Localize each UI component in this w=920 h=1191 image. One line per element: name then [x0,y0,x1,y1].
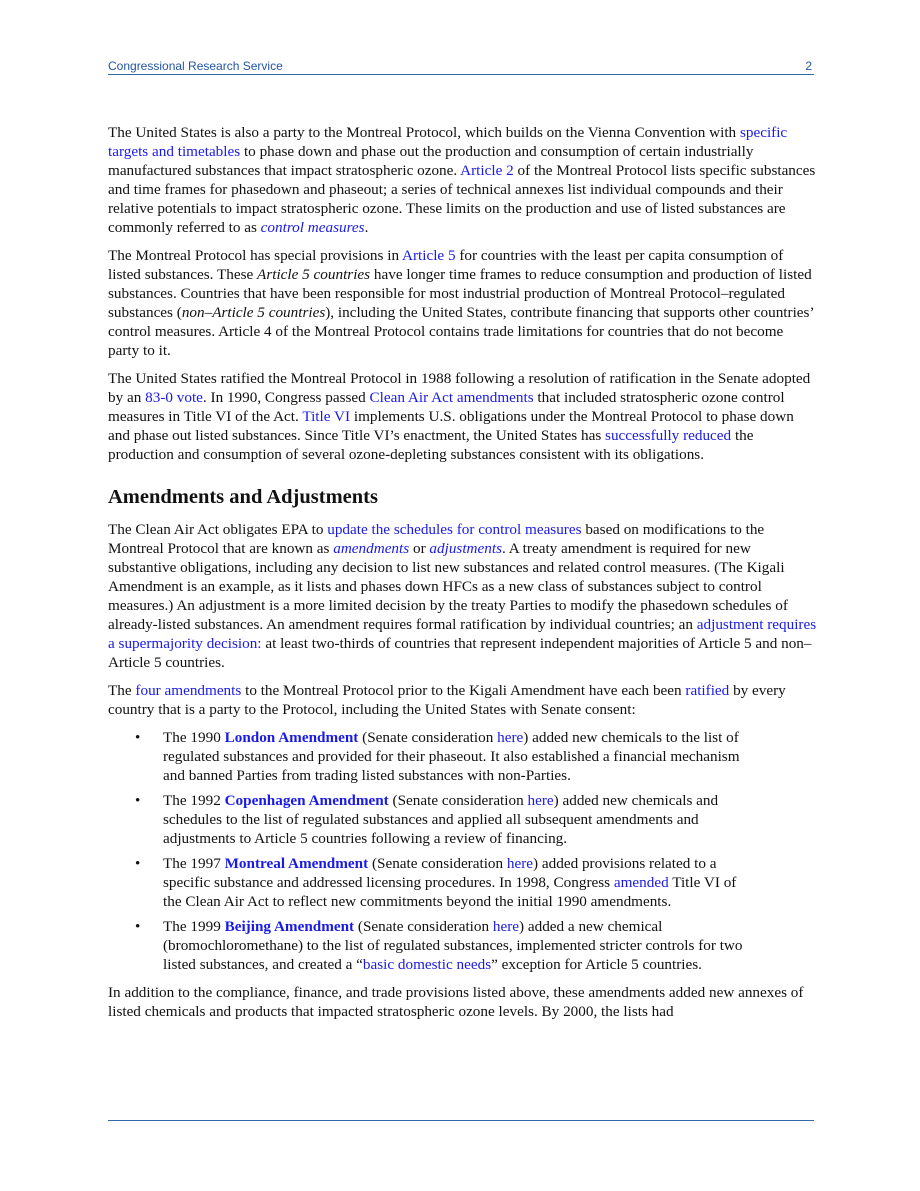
link-control-measures-text: control measures [260,219,365,236]
text-run: to phase down and phase out the production and consumption of certain industrially manufactured substances that impact stratospheric ozone. [108,143,754,179]
text-run: (Senate consideration [358,729,498,746]
text-run: ) added provisions related to a specific substance and addressed licensing procedures. In 1998, Congress [163,855,717,891]
text-run: ) added new chemicals to the list of regulated substances and provided for their phaseout. It also established a financial mechanism and banned Parties from trading listed substances with non-Parties. [163,729,740,784]
term-article-5-countries: Article 5 countries [257,266,371,283]
paragraph-montreal-protocol [108,123,818,237]
text-run: (Senate consideration [368,855,507,872]
link-amended[interactable]: amended [613,874,669,891]
link-targets-timetables[interactable]: specific targets and timetables [108,124,788,160]
link-update-schedules[interactable]: update the schedules for control measures [327,521,582,538]
link-basic-domestic-needs[interactable]: basic domestic needs [362,956,492,973]
text-run: The [108,682,136,699]
text-run: by every country that is a party to the Protocol, including the United States with Senate consent: [108,682,786,718]
paragraph-article-5 [108,246,818,360]
link-article-5[interactable]: Article 5 [402,247,456,264]
text-run: The Clean Air Act obligates EPA to [108,521,328,538]
term-non-article-5-countries: non–Article 5 countries [181,304,326,321]
text-run: . [364,219,369,236]
bullet-icon: • [135,729,141,746]
link-four-amendments[interactable]: four amendments [135,682,242,699]
amendments-list [108,728,818,974]
paragraph-additional-annexes: In addition to the compliance, finance, and trade provisions listed above, these amendments added new annexes of listed chemicals and products that impacted stratospheric ozone levels. By 2000, the lists had [108,984,804,1020]
text-run: The 1990 [163,729,225,746]
link-control-measures[interactable] [261,219,365,236]
link-clean-air-act-amendments[interactable]: Clean Air Act amendments [369,389,534,406]
text-run: (Senate consideration [388,792,528,809]
link-ratified[interactable]: ratified [685,682,730,699]
text-run: have longer time frames to reduce consumption and production of listed substances. Countries that have been responsible for most industrial production of Montreal Protocol–regulated substances ( [108,266,812,321]
list-item-london [108,728,758,785]
text-run: Title VI of the Clean Air Act to reflect new commitments beyond the initial 1990 amendments. [163,874,737,910]
paragraph-amendments-adjustments [108,520,818,672]
text-run: The 1997 [163,855,225,872]
text-run: . In 1990, Congress passed [202,389,370,406]
text-run: The Montreal Protocol has special provisions in [108,247,402,264]
text-run: at least two-thirds of countries that represent independent majorities of Article 5 and non–Article 5 countries. [108,635,812,671]
section-heading: Amendments and Adjustments [108,486,378,508]
text-run: ), including the United States, contribute financing that supports other countries’ control measures. Article 4 of the Montreal Protocol contains trade limitations for countries that do not become party to it. [108,304,814,359]
text-run: The 1992 [163,792,225,809]
link-here-copenhagen[interactable]: here [527,792,554,809]
link-amendments[interactable] [333,540,409,557]
bullet-icon: • [135,855,141,872]
link-montreal-amendment[interactable]: Montreal Amendment [224,855,369,872]
link-copenhagen-amendment[interactable]: Copenhagen Amendment [224,792,389,809]
link-successfully-reduced[interactable]: successfully reduced [605,427,732,444]
text-run: based on modifications to the Montreal Protocol that are known as [108,521,765,557]
link-83-0-vote[interactable]: 83-0 vote [145,389,203,406]
footer-rule [108,1120,814,1121]
paragraph-us-ratification [108,369,818,464]
link-here-beijing[interactable]: here [492,918,520,935]
bullet-icon: • [135,792,141,809]
list-item-montreal [108,854,758,911]
link-beijing-amendment[interactable]: Beijing Amendment [224,918,355,935]
text-run: ” exception for Article 5 countries. [491,956,702,973]
link-here-montreal[interactable]: here [506,855,534,872]
bullet-icon: • [135,918,141,935]
link-supermajority-decision[interactable]: adjustment requires a supermajority decision: [108,616,817,652]
link-adjustments[interactable] [429,540,502,557]
text-run: of the Montreal Protocol lists specific substances and time frames for phasedown and phaseout; a series of technical annexes list individual compounds and their relative potentials to impact stratospheric ozone. These limits on the production and use of listed substances are commonly referred to as [108,162,816,236]
list-item-copenhagen [108,791,758,848]
text-run: The United States is also a party to the Montreal Protocol, which builds on the Vienna Convention with [108,124,740,141]
text-run: ) added new chemicals and schedules to the list of regulated substances and applied all subsequent amendments and adjustments to Article 5 countries following a review of financing. [163,792,719,847]
text-run: to the Montreal Protocol prior to the Kigali Amendment have each been [241,682,686,699]
text-run: or [409,540,430,557]
list-item-beijing [108,917,758,974]
text-run: The United States ratified the Montreal Protocol in 1988 following a resolution of ratification in the Senate adopted by an [108,370,811,406]
text-run: that included stratospheric ozone control measures in Title VI of the Act. [108,389,785,425]
link-adjustments-text: adjustments [429,540,502,557]
link-title-vi[interactable]: Title VI [302,408,351,425]
paragraph-four-amendments [108,681,818,719]
page-header [108,58,814,75]
header-org-name: Congressional Research Service [108,59,283,73]
text-run: the production and consumption of several ozone-depleting substances consistent with its obligations. [108,427,754,463]
text-run: (Senate consideration [354,918,493,935]
link-here-london[interactable]: here [497,729,524,746]
text-run: ) added a new chemical (bromochloromethane) to the list of regulated substances, implemented stricter controls for two listed substances, and created a “ [163,918,743,973]
link-london-amendment[interactable]: London Amendment [224,729,359,746]
text-run: The 1999 [163,918,225,935]
text-run: implements U.S. obligations under the Montreal Protocol to phase down and phase out listed substances. Since Title VI’s enactment, the United States has [108,408,794,444]
link-amendments-text: amendments [333,540,410,557]
text-run: for countries with the least per capita consumption of listed substances. These [108,247,784,283]
header-page-number: 2 [805,59,812,73]
link-article-2[interactable]: Article 2 [460,162,514,179]
document-body [108,123,818,1030]
text-run: . A treaty amendment is required for new substantive obligations, including any decision to list new substances and related control measures. (The Kigali Amendment is an example, as it lists and phases down HFCs as a new class of substances subject to control measures.) An adjustment is a more limited decision by the treaty Parties to modify the phasedown schedules of already-listed substances. An amendment requires formal ratification by individual countries; an [108,540,788,633]
